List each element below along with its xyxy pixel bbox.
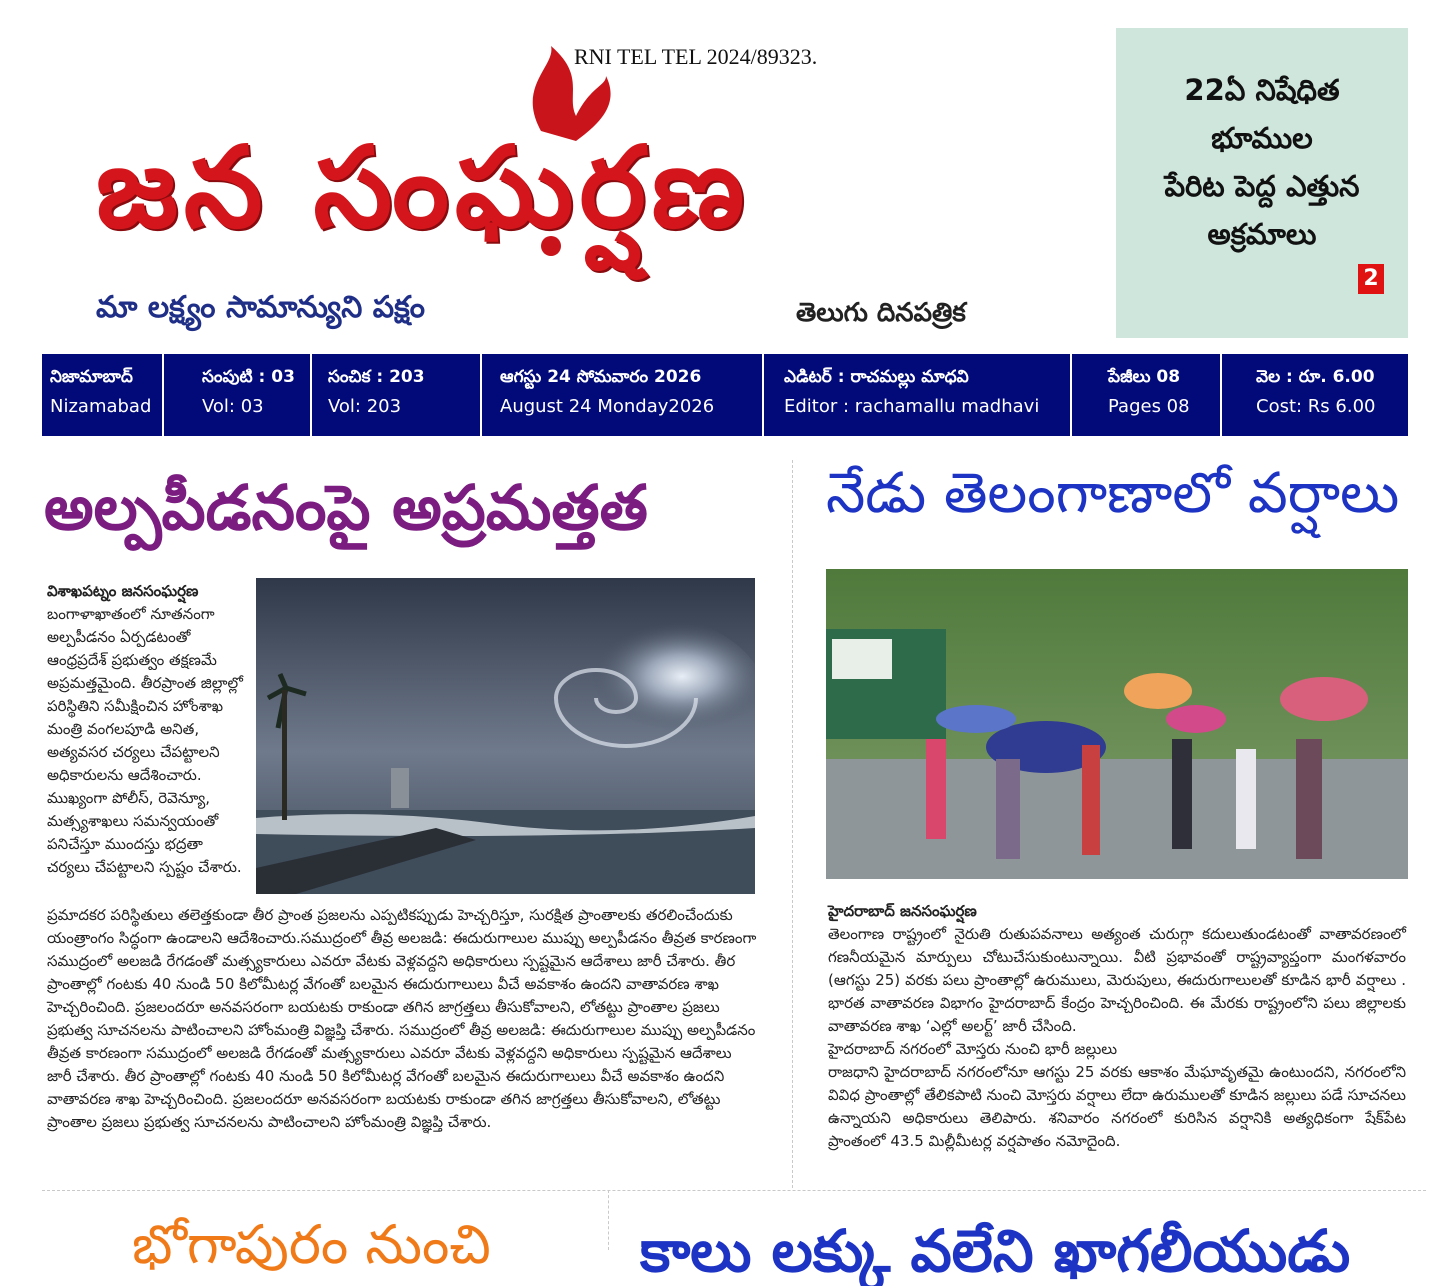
story2-body [828,900,1406,1153]
info-volume [164,354,312,436]
story3-headline[interactable]: భోగాపురం నుంచి [132,1213,491,1276]
storm-photo [256,578,755,894]
info-pages [1072,354,1222,436]
section-divider [42,1190,1426,1191]
info-label: సంపుటి : 03 [202,367,295,387]
info-label: సంచిక : 203 [328,367,425,387]
info-price [1222,354,1408,436]
info-value: Nizamabad [50,396,152,417]
teaser-line: పేరిట పెద్ద ఎత్తున [1164,169,1360,203]
tagline: మా లక్ష్యం సామాన్యుని పక్షం [96,290,425,325]
info-date [482,354,764,436]
story1-dateline: విశాఖపట్నం జనసంఘర్షణ [47,582,199,600]
info-label: పేజీలు 08 [1108,367,1181,387]
info-value: Vol: 03 [202,396,264,417]
info-editor [764,354,1072,436]
story2-dateline: హైదరాబాద్ జనసంఘర్షణ [828,902,977,920]
story1-intro: బంగాళాఖాతంలో నూతనంగా అల్పపీడనం ఏర్పడటంతో ఆంధ్రప్రదేశ్ ప్రభుత్వం తక్షణమే అప్రమత్తమైంది. తీరప్రాంత జిల్లాల్లో పరిస్థితిని సమీక్షించిన హోంశాఖ మంత్రి వంగలపూడి అనిత, అత్యవసర చర్యలు చేపట్టాలని అధికారులను ఆదేశించారు. ముఖ్యంగా పోలీస్, రెవెన్యూ, మత్స్యశాఖలు సమన్వయంతో పనిచేస్తూ ముందస్తు భద్రతా చర్యలు చేపట్టాలని స్పష్టం చేశారు. [47,605,243,876]
info-value: Vol: 203 [328,396,402,417]
story1-headline[interactable]: అల్పపీడనంపై అప్రమత్తత [44,471,648,544]
info-value: Editor : rachamallu madhavi [784,396,1040,417]
rain-street-photo [826,569,1408,879]
info-value: Cost: Rs 6.00 [1256,396,1376,417]
info-value: Pages 08 [1108,396,1190,417]
story4-headline[interactable]: కాలు లక్కు వలేని ఖాగలీయుడు [640,1217,1351,1285]
story1-body: ప్రమాదకర పరిస్థితులు తలెత్తకుండా తీర ప్రాంత ప్రజలను ఎప్పటికప్పుడు హెచ్చరిస్తూ, సురక్షిత ప్రాంతాలకు తరలించేందుకు యంత్రాంగం సిద్ధంగా ఉండాలని ఆదేశించారు.సముద్రంలో తీవ్ర అలజడి: ఈదురుగాలుల ముప్పు అల్పపీడనం తీవ్రత కారణంగా సముద్రంలో అలజడి రేగడంతో మత్స్యకారులు ఎవరూ వేటకు వెళ్లవద్దని అధికారులు స్పష్టమైన ఆదేశాలు జారీ చేశారు. తీర ప్రాంతాల్లో గంటకు 40 నుండి 50 కిలోమీటర్ల వేగంతో బలమైన ఈదురుగాలులు వీచే అవకాశం ఉందని వాతావరణ శాఖ హెచ్చరించింది. ప్రజలందరూ అనవసరంగా బయటకు రాకుండా తగిన జాగ్రత్తలు తీసుకోవాలని, లోతట్టు ప్రాంతాల ప్రజలు ప్రభుత్వ సూచనలను పాటించాలని హోంమంత్రి విజ్ఞప్తి చేశారు. సముద్రంలో తీవ్ర అలజడి: ఈదురుగాలుల ముప్పు అల్పపీడనం తీవ్రత కారణంగా సముద్రంలో అలజడి రేగడంతో మత్స్యకారులు ఎవరూ వేటకు వెళ్లవద్దని అధికారులు స్పష్టమైన ఆదేశాలు జారీ చేశారు. తీర ప్రాంతాల్లో గంటకు 40 నుండి 50 కిలోమీటర్ల వేగంతో బలమైన ఈదురుగాలులు వీచే అవకాశం ఉందని వాతావరణ శాఖ హెచ్చరించింది. ప్రజలందరూ అనవసరంగా బయటకు రాకుండా తగిన జాగ్రత్తలు తీసుకోవాలని, లోతట్టు ప్రాంతాల ప్రజలు ప్రభుత్వ సూచనలను పాటించాలని హోంమంత్రి విజ్ఞప్తి చేశారు. [47,906,757,1131]
newspaper-logo: జన సంఘర్షణ [96,123,751,253]
story2-subhead: హైదరాబాద్ నగరంలో మోస్తరు నుంచి భారీ జల్లులు [828,1040,1118,1058]
info-label: ఎడిటర్ : రాచమల్లు మాధవి [784,367,969,387]
column-divider [608,1190,609,1250]
info-label: వెల : రూ. 6.00 [1256,367,1375,387]
teaser-page-badge: 2 [1358,264,1384,294]
story2-paragraph: రాజధాని హైదరాబాద్ నగరంలోనూ ఆగస్టు 25 వరకు ఆకాశం మేఘావృతమై ఉంటుందని, నగరంలోని వివిధ ప్రాంతాల్లో తేలికపాటి నుంచి మోస్తరు వర్షాలు లేదా ఉరుములతో కూడిన జల్లులు పడే సూచనలు ఉన్నాయని అధికారులు తెలిపారు. శనివారం నగరంలో కురిసిన వర్షానికి అత్యధికంగా షేక్‌పేట ప్రాంతంలో 43.5 మిల్లీమీటర్ల వర్షపాతం నమోదైంది. [828,1063,1406,1150]
info-city [42,354,164,436]
story2-paragraph: తెలంగాణ రాష్ట్రంలో నైరుతి రుతుపవనాలు అత్యంత చురుగ్గా కదులుతుండటంతో వాతావరణంలో గణనీయమైన మార్పులు చోటుచేసుకుంటున్నాయి. వీటి ప్రభావంతో రాష్ట్రవ్యాప్తంగా మంగళవారం (ఆగస్టు 25) వరకు పలు ప్రాంతాల్లో ఉరుములు, మెరుపులు, ఈదురుగాలులతో కూడిన భారీ వర్షాలు . భారత వాతావరణ విభాగం హైదరాబాద్ కేంద్రం హెచ్చరించింది. ఈ మేరకు రాష్ట్రంలోని పలు జిల్లాలకు వాతావరణ శాఖ ‘ఎల్లో అలర్ట్’ జారీ చేసింది. [828,925,1406,1035]
teaser-line: అక్రమాలు [1207,217,1317,251]
daily-label: తెలుగు దినపత్రిక [796,298,966,328]
teaser-line: 22ఏ నిషేధిత [1184,73,1340,107]
info-label: ఆగస్టు 24 సోమవారం 2026 [500,367,702,387]
info-value: August 24 Monday2026 [500,396,715,417]
column-divider [792,460,793,1188]
story1-column [47,580,247,879]
story2-headline[interactable]: నేడు తెలంగాణాలో వర్షాలు [826,461,1400,526]
edition-info-bar [42,354,1408,436]
teaser-line: భూముల [1211,121,1313,155]
info-label: నిజామాబాద్ [50,367,133,387]
info-issue [312,354,482,436]
rni-number: RNI TEL TEL 2024/89323. [574,44,818,69]
